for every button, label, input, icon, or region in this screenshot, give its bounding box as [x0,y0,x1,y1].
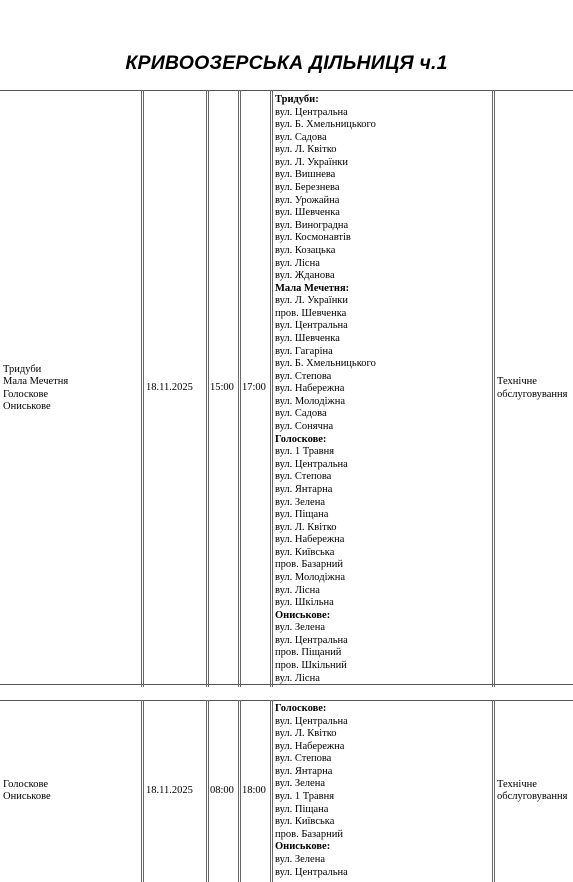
locality-name: Ониськове [3,791,51,802]
reason-line: обслуговування [497,388,568,400]
street-item: вул. Виноградна [275,219,349,231]
street-item: вул. Центральна [275,634,348,646]
street-item: вул. Центральна [275,320,348,332]
locality-street-header: Мала Мечетня: [275,282,350,294]
streets-list [275,703,348,879]
time-to: 18:00 [242,784,266,796]
street-item: вул. Л. Квітко [275,728,337,740]
street-item: вул. Зелена [275,778,325,790]
street-item: вул. Лісна [275,257,320,269]
street-item: вул. 1 Травня [275,791,335,803]
street-item: вул. Козацька [275,244,336,256]
locality-name: Тридуби [3,363,42,375]
street-item: вул. Зелена [275,496,325,508]
column-divider [141,90,144,687]
outage-date: 18.11.2025 [146,784,193,796]
street-item: вул. Молодіжна [275,571,346,583]
street-item: вул. Л. Квітко [275,521,337,533]
locality-street-header: Голоскове: [275,433,327,445]
street-item: вул. Жданова [275,270,335,282]
street-item: вул. Л. Квітко [275,144,337,156]
page-title: КРИВООЗЕРСЬКА ДІЛЬНИЦЯ ч.1 [125,52,448,74]
street-item: вул. Шкільна [275,597,334,609]
street-item: вул. Набережна [275,534,345,546]
street-item: вул. Л. Українки [275,156,349,168]
street-item: вул. Степова [275,471,332,483]
column-divider [492,90,495,687]
street-item: вул. Молодіжна [275,395,346,407]
street-item: вул. Лісна [275,584,320,596]
reason-line: обслуговування [497,791,568,802]
street-item: вул. Садова [275,131,327,143]
street-item: вул. Зелена [275,622,325,634]
street-item: пров. Базарний [275,828,343,840]
time-from: 15:00 [210,382,234,394]
street-item: вул. Центральна [275,458,348,470]
locality-name: Голоскове [3,778,49,790]
street-item: вул. Янтарна [275,483,333,495]
locality-name: Голоскове [3,388,49,400]
column-divider [270,90,273,687]
street-item: вул. Гагаріна [275,345,333,357]
street-item: вул. Урожайна [275,194,340,206]
street-item: пров. Шкільний [275,660,347,672]
reason-cell [497,90,573,687]
time-from: 08:00 [210,784,234,796]
column-divider [238,700,241,882]
street-item: вул. Лісна [275,672,320,684]
street-item: вул. Київська [275,816,335,828]
street-item: вул. Зелена [275,853,325,865]
street-item: пров. Базарний [275,559,343,571]
street-item: вул. 1 Травня [275,446,335,458]
street-item: вул. Піщана [275,803,329,815]
street-item: вул. Центральна [275,866,348,878]
street-item: вул. Шевченка [275,332,340,344]
locality-street-header: Тридуби: [275,94,319,105]
schedule-row [0,90,573,687]
street-item: вул. Піщана [275,509,329,521]
locality-name: Мала Мечетня [3,376,69,388]
street-item: вул. Центральна [275,715,348,727]
locality-street-header: Голоскове: [275,703,327,714]
street-item: вул. Вишнева [275,169,336,181]
street-item: вул. Б. Хмельницького [275,358,376,370]
street-item: вул. Центральна [275,106,348,118]
street-item: пров. Шевченка [275,307,347,319]
reason-cell [497,700,573,882]
street-item: вул. Б. Хмельницького [275,119,376,131]
column-divider [141,700,144,882]
column-divider [270,700,273,882]
outage-date: 18.11.2025 [146,382,193,394]
street-item: вул. Степова [275,753,332,765]
street-item: вул. Космонавтів [275,232,351,244]
locality-name: Ониськове [3,400,51,412]
locality-street-header: Ониськове: [275,841,331,853]
schedule-row [0,700,573,882]
street-item: вул. Садова [275,408,327,420]
street-item: пров. Піщаний [275,647,342,659]
column-divider [238,90,241,687]
localities-cell [3,700,141,882]
street-item: вул. Березнева [275,182,340,194]
locality-street-header: Ониськове: [275,609,331,621]
street-item: вул. Сонячна [275,421,334,433]
street-item: вул. Набережна [275,740,345,752]
reason-line: Технічне [497,778,537,790]
time-to: 17:00 [242,382,266,394]
street-item: вул. Л. Українки [275,295,349,307]
column-divider [492,700,495,882]
street-item: вул. Янтарна [275,765,333,777]
street-item: вул. Шевченка [275,207,340,219]
streets-list [275,94,376,685]
street-item: вул. Набережна [275,383,345,395]
street-item: вул. Київська [275,546,335,558]
reason-line: Технічне [497,376,537,388]
street-item: вул. Степова [275,370,332,382]
localities-cell [3,90,141,687]
